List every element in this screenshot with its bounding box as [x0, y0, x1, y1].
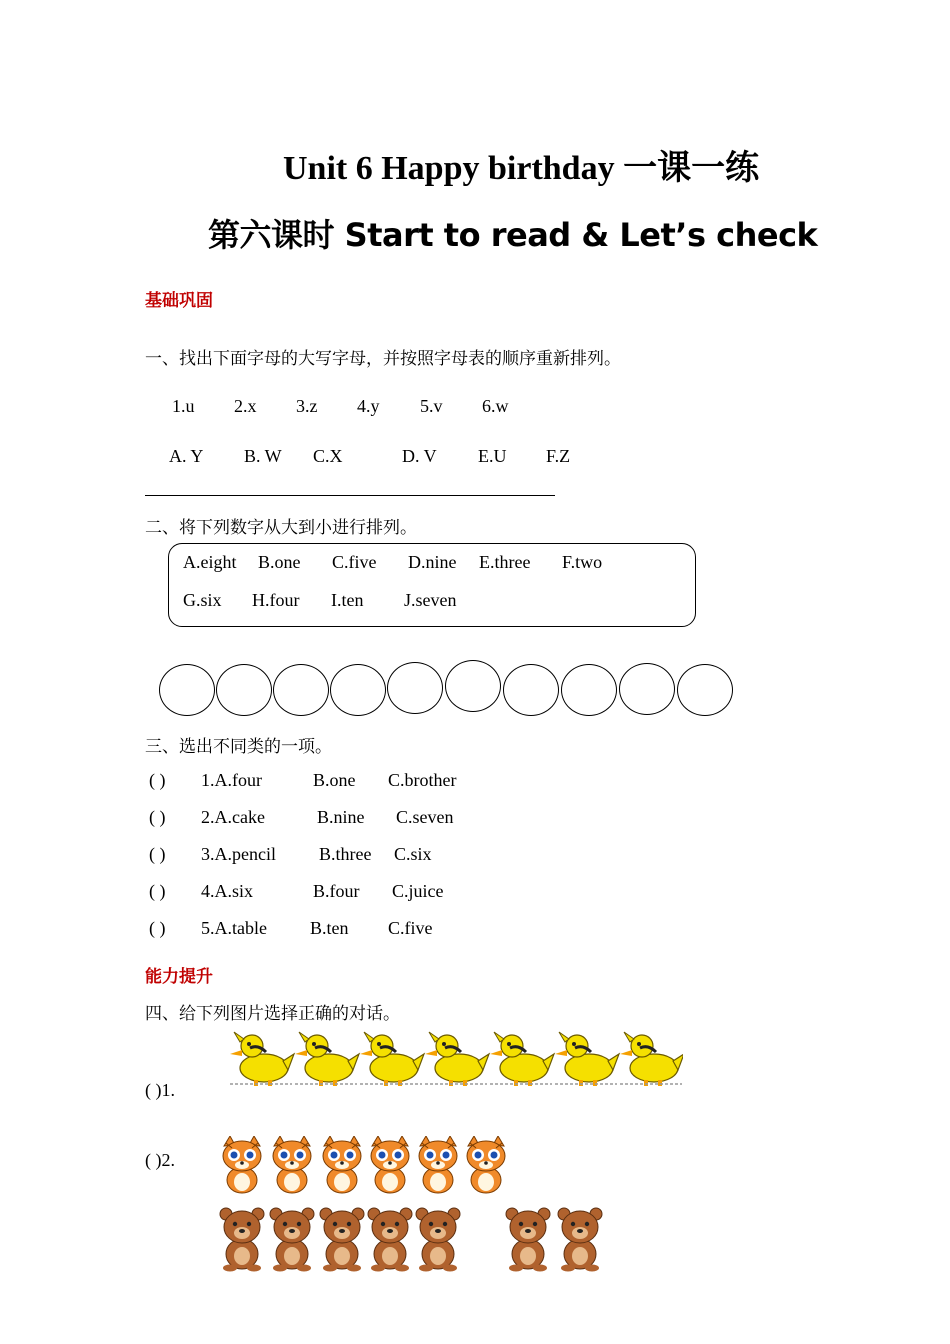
q1-upper-b: B. W: [244, 446, 282, 466]
q1-lower-1: 1.u: [172, 396, 195, 416]
page-subtitle: 第六课时 Start to read & Let’s check: [208, 216, 818, 254]
q3-option: B.ten: [310, 918, 349, 938]
answer-circle[interactable]: [273, 664, 329, 716]
answer-circle[interactable]: [619, 663, 675, 715]
q3-option: C.juice: [392, 881, 444, 901]
q3-option: 3.A.pencil: [201, 844, 276, 864]
q3-option: 5.A.table: [201, 918, 267, 938]
q3-option: C.five: [388, 918, 433, 938]
q2-word: A.eight: [183, 552, 237, 572]
answer-circle[interactable]: [330, 664, 386, 716]
q1-upper-c: C.X: [313, 446, 343, 466]
q3-option: C.brother: [388, 770, 457, 790]
page-title: Unit 6 Happy birthday 一课一练: [283, 150, 760, 187]
answer-circle[interactable]: [387, 662, 443, 714]
q3-option: B.four: [313, 881, 360, 901]
q1-lower-3: 3.z: [296, 396, 318, 416]
q3-heading: 三、选出不同类的一项。: [145, 737, 332, 757]
q3-option: B.one: [313, 770, 356, 790]
answer-circle[interactable]: [159, 664, 215, 716]
q3-option: 2.A.cake: [201, 807, 265, 827]
q3-option: 1.A.four: [201, 770, 262, 790]
q4-item-1[interactable]: ( )1.: [145, 1080, 175, 1100]
q2-word: D.nine: [408, 552, 457, 572]
answer-circle[interactable]: [503, 664, 559, 716]
q3-option: C.seven: [396, 807, 454, 827]
answer-paren[interactable]: ( ): [149, 881, 166, 901]
answer-paren[interactable]: ( ): [149, 807, 166, 827]
q2-word: B.one: [258, 552, 301, 572]
q1-lower-5: 5.v: [420, 396, 443, 416]
section-basic: 基础巩固: [145, 291, 213, 311]
q1-upper-a: A. Y: [169, 446, 204, 466]
q2-word: E.three: [479, 552, 531, 572]
q2-word: F.two: [562, 552, 603, 572]
q2-heading: 二、将下列数字从大到小进行排列。: [145, 518, 417, 538]
cat-group: [218, 1136, 513, 1196]
q2-word: J.seven: [404, 590, 457, 610]
answer-circle[interactable]: [561, 664, 617, 716]
q1-lower-2: 2.x: [234, 396, 257, 416]
answer-paren[interactable]: ( ): [149, 918, 166, 938]
bear-group: [216, 1206, 611, 1272]
q2-word: I.ten: [331, 590, 364, 610]
q3-option: 4.A.six: [201, 881, 254, 901]
q2-word: G.six: [183, 590, 222, 610]
q2-word: C.five: [332, 552, 377, 572]
q4-item-2[interactable]: ( )2.: [145, 1150, 175, 1170]
q3-option: B.nine: [317, 807, 365, 827]
q1-heading: 一、找出下面字母的大写字母，并按照字母表的顺序重新排列。: [145, 349, 621, 369]
q2-word: H.four: [252, 590, 300, 610]
q1-lower-4: 4.y: [357, 396, 380, 416]
answer-circle[interactable]: [216, 664, 272, 716]
duck-group: [228, 1028, 683, 1090]
answer-line[interactable]: [145, 495, 555, 496]
answer-paren[interactable]: ( ): [149, 770, 166, 790]
answer-paren[interactable]: ( ): [149, 844, 166, 864]
section-advanced: 能力提升: [145, 967, 213, 987]
q1-upper-f: F.Z: [546, 446, 571, 466]
answer-circle[interactable]: [677, 664, 733, 716]
answer-circle[interactable]: [445, 660, 501, 712]
q1-upper-e: E.U: [478, 446, 507, 466]
q3-option: B.three: [319, 844, 372, 864]
q1-upper-d: D. V: [402, 446, 437, 466]
q1-lower-6: 6.w: [482, 396, 509, 416]
q4-heading: 四、给下列图片选择正确的对话。: [145, 1004, 400, 1024]
q3-option: C.six: [394, 844, 432, 864]
